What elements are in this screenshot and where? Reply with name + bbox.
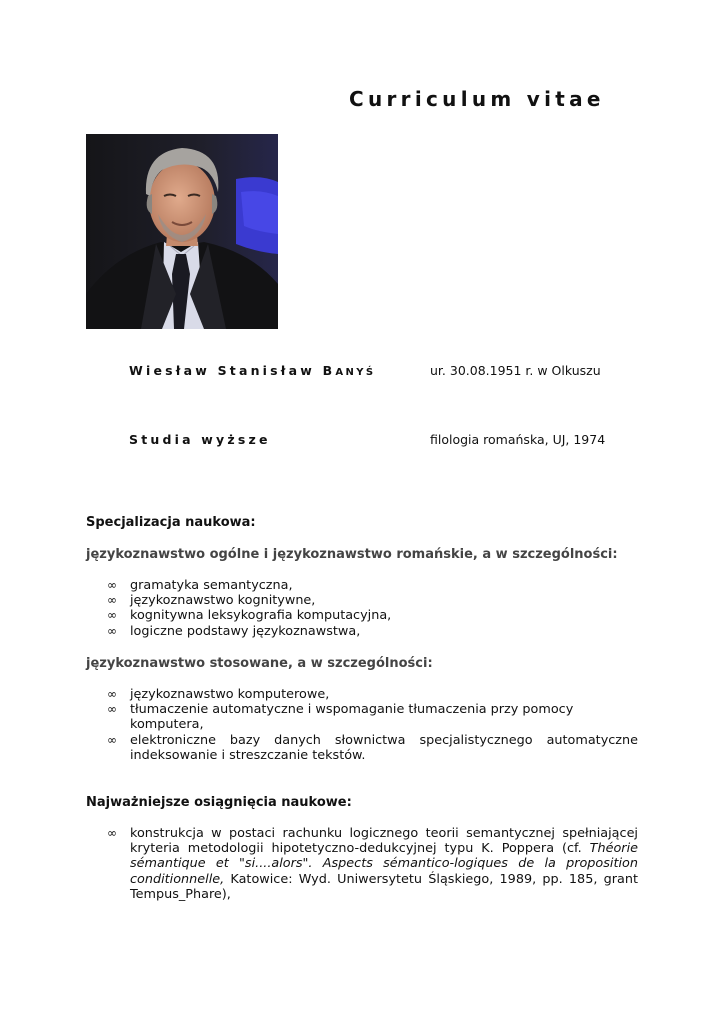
infinity-bullet-icon: ∞ (107, 623, 117, 638)
achievement-text-a: konstrukcja w postaci rachunku logicznego teorii semantycznej spełniającej kryteria metodologii hipotetyczno-dedukcyjnej typu K. Poppera (cf. (130, 826, 638, 857)
portrait-photo (86, 134, 278, 329)
person-name (129, 363, 375, 381)
studies-value: filologia romańska, UJ, 1974 (430, 432, 606, 447)
group2-list (107, 687, 638, 763)
surname-initial: B (322, 363, 336, 378)
list-item: ∞ tłumaczenie automatyczne i wspomaganie tłumaczenia przy pomocy komputera, (107, 702, 574, 733)
infinity-bullet-icon: ∞ (107, 732, 117, 747)
infinity-bullet-icon: ∞ (107, 687, 117, 701)
list-item: ∞ kognitywna leksykografia komputacyjna, (107, 608, 392, 624)
list-item: ∞ elektroniczne bazy danych słownictwa specjalistycznego automatyczne indeksowanie i streszczanie tekstów. (107, 732, 638, 763)
list-item: ∞ gramatyka semantyczna, (107, 578, 293, 593)
portrait-photo-icon (86, 134, 278, 329)
list-item: ∞ językoznawstwo komputerowe, (107, 687, 330, 702)
specialization-heading: Specjalizacja naukowa: (86, 515, 256, 530)
surname-rest: ANYŚ (335, 367, 376, 378)
group1-list (107, 578, 638, 639)
achievement-text-b: Katowice: Wyd. Uniwersytetu Śląskiego, 1989, pp. 185, grant Tempus_Phare), (130, 871, 638, 902)
birth-info: ur. 30.08.1951 r. w Olkuszu (430, 363, 601, 378)
infinity-bullet-icon: ∞ (107, 608, 117, 623)
list-item: ∞ językoznawstwo kognitywne, (107, 593, 316, 609)
achievements-list (107, 826, 638, 902)
studies-label: Studia wyższe (129, 432, 271, 447)
infinity-bullet-icon: ∞ (107, 702, 117, 717)
achievement-book-title: Théorie sémantique et "si....alors". Aspects sémantico-logiques de la proposition conditionnelle, (130, 841, 638, 887)
page-title: Curriculum vitae (349, 87, 605, 111)
infinity-bullet-icon: ∞ (107, 826, 117, 840)
group1-title: językoznawstwo ogólne i językoznawstwo romańskie, a w szczególności: (86, 547, 618, 562)
group2-title: językoznawstwo stosowane, a w szczególności: (86, 656, 433, 671)
given-names: Wiesław Stanisław (129, 363, 316, 378)
infinity-bullet-icon: ∞ (107, 593, 117, 608)
infinity-bullet-icon: ∞ (107, 578, 117, 592)
list-item (107, 826, 638, 902)
achievements-heading: Najważniejsze osiągnięcia naukowe: (86, 795, 352, 810)
list-item: ∞ logiczne podstawy językoznawstwa, (107, 623, 361, 639)
